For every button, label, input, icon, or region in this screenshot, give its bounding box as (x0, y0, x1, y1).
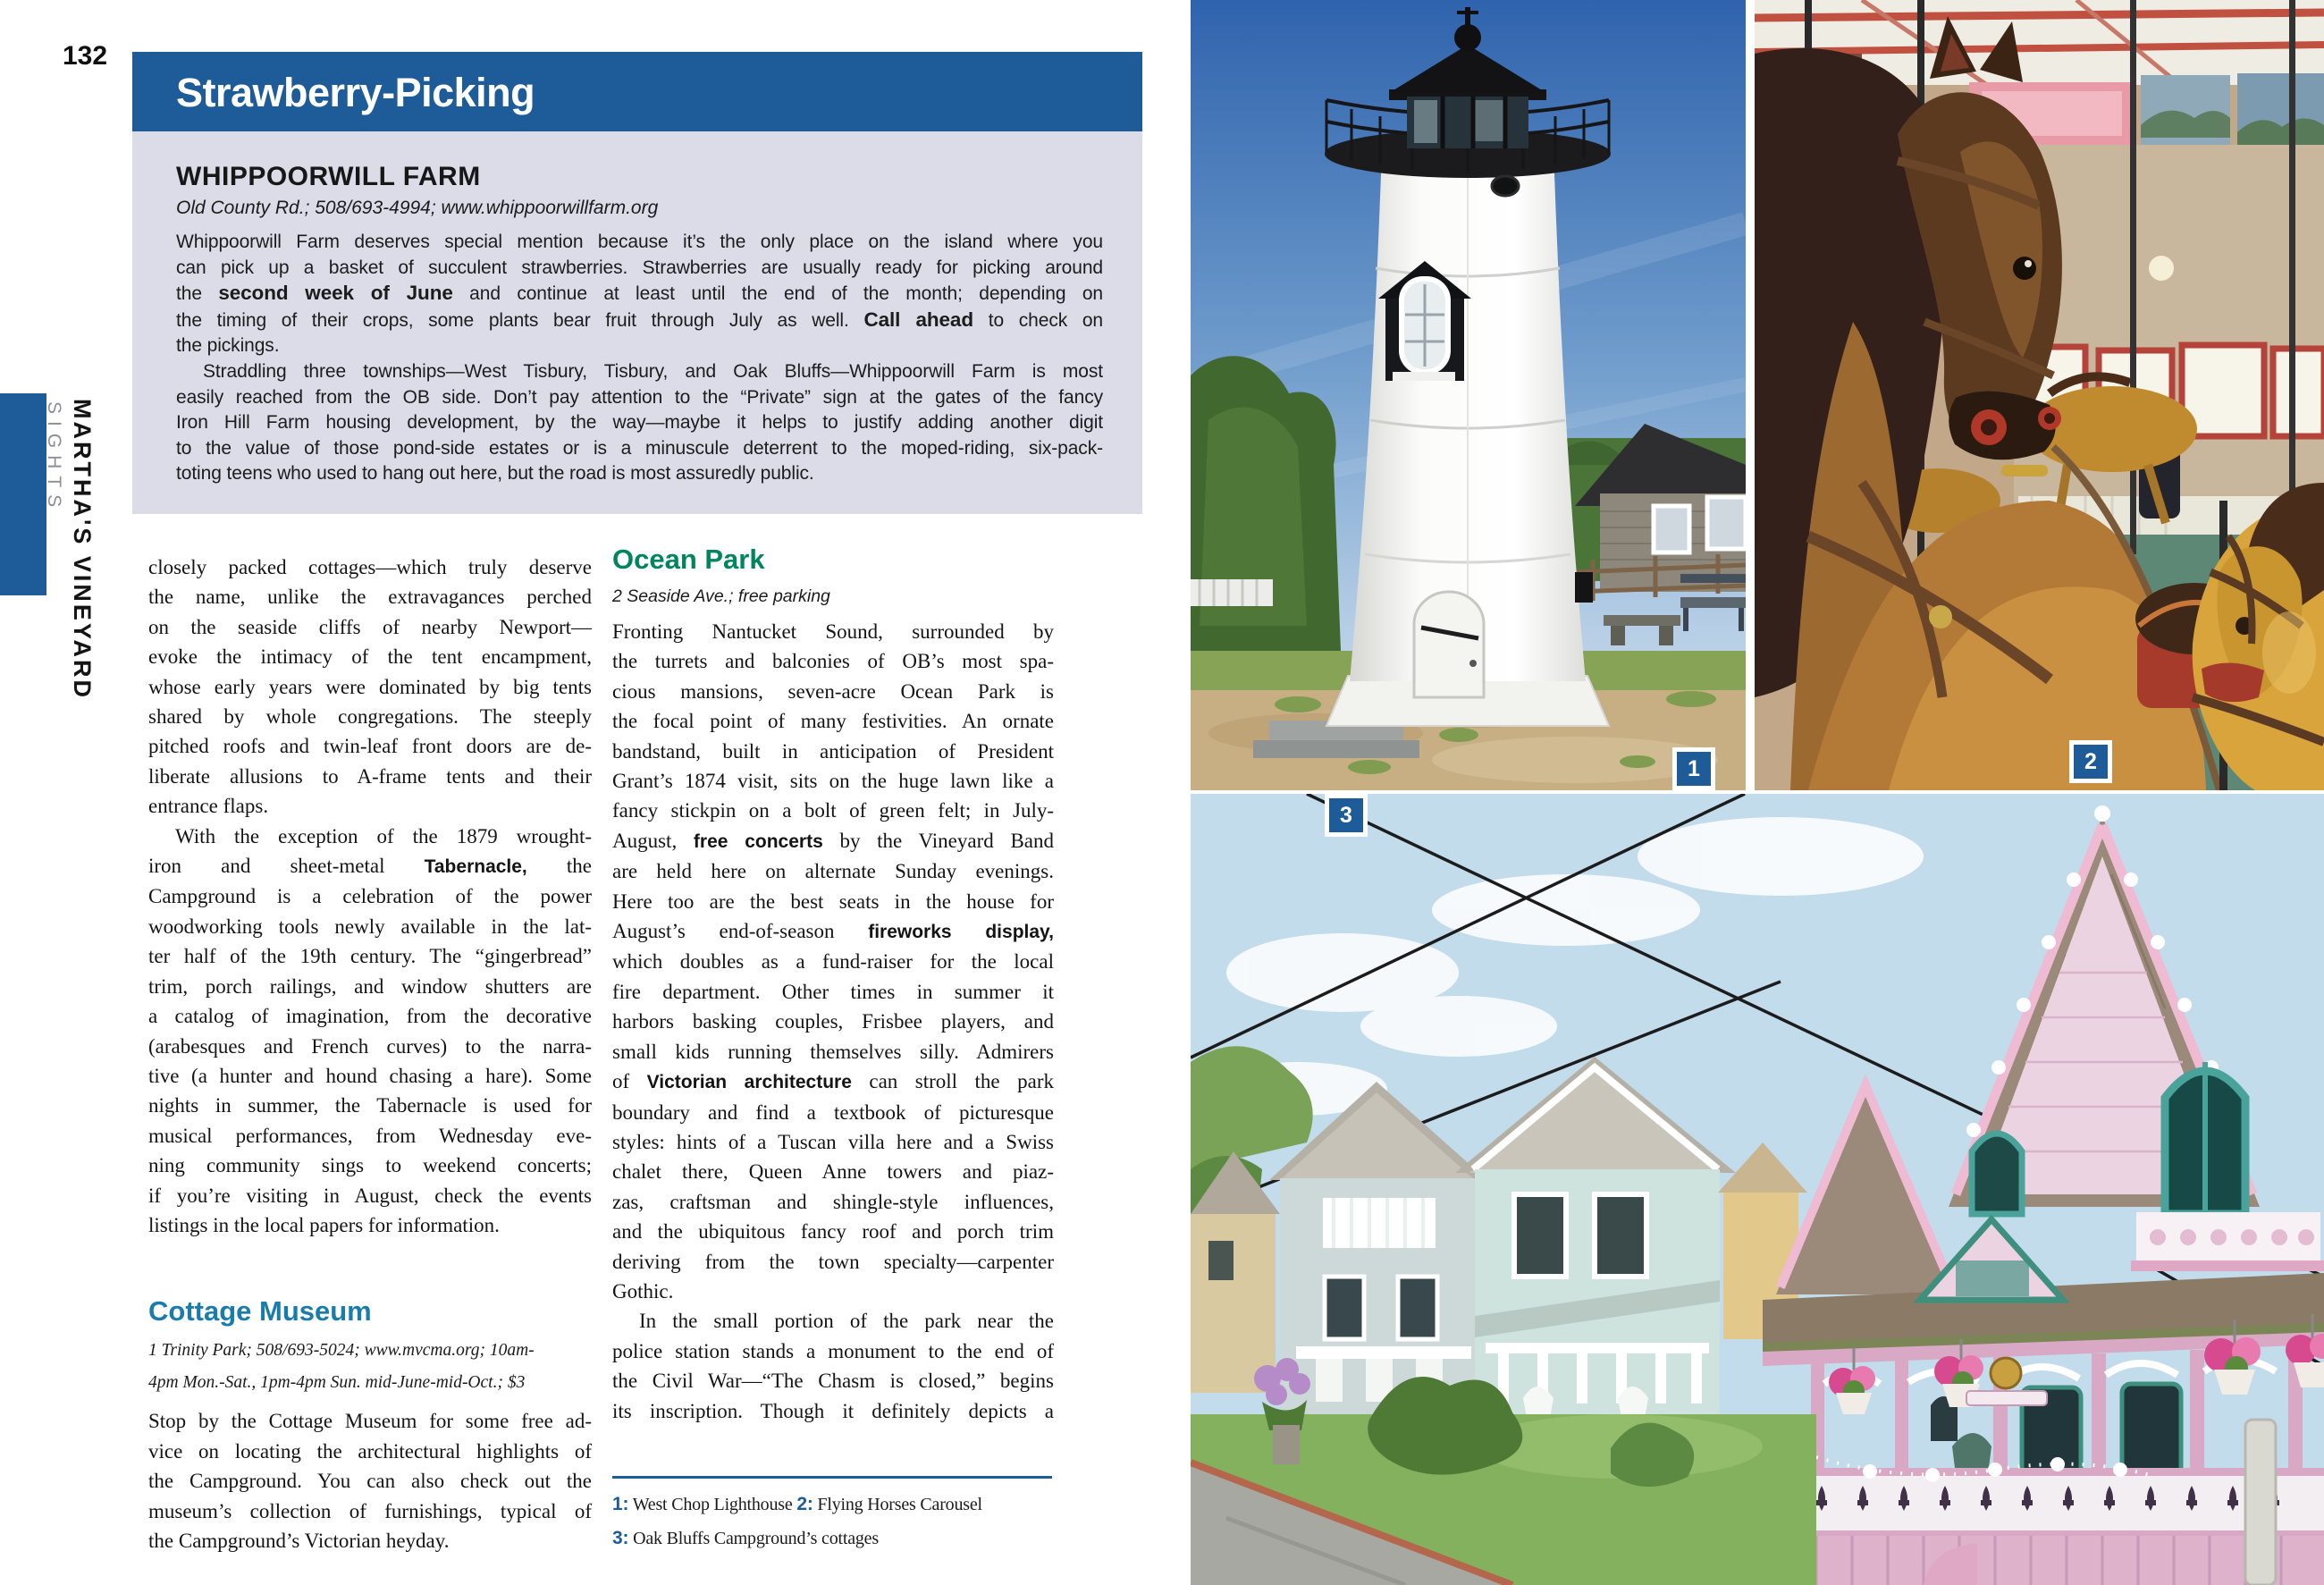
text-line: the focal point of many festivities. An ornate (612, 710, 1054, 733)
text-line: the pickings. (176, 335, 280, 357)
text-line: the Campground. You can also check out the (148, 1470, 592, 1493)
text-line: which doubles as a fund-raiser for the local (612, 950, 1054, 974)
text-line: fancy stickpin on a bolt of green felt; in July- (612, 799, 1054, 822)
text-line: small kids running themselves silly. Admirers (612, 1040, 1054, 1063)
text-line: entrance flaps. (148, 795, 269, 818)
text-line: 1: West Chop Lighthouse 2: Flying Horses Carousel (612, 1493, 982, 1514)
photo-captions (612, 1488, 1054, 1555)
ocean-park-paragraph-2 (612, 1306, 1054, 1426)
text-line: easily reached from the OB side. Don’t pay attention to the “Private” sign at the gates of the fancy (176, 386, 1103, 408)
text-line: bandstand, built in anticipation of President (612, 739, 1054, 763)
sidebar-section-label: SIGHTS (44, 401, 64, 515)
text-line: the Campground’s Victorian heyday. (148, 1529, 450, 1552)
text-line: styles: hints of a Tuscan villa here and a Swiss (612, 1130, 1054, 1153)
text-column-1 (148, 552, 592, 1555)
text-line: tive (a hunter and hound chasing a hare). Some (148, 1064, 592, 1087)
sidebar-blue-tab (0, 393, 46, 595)
caption-divider-rule (612, 1476, 1052, 1479)
text-line: Iron Hill Farm housing development, by the way—maybe it helps to justify adding another digit (176, 412, 1103, 434)
text-line: August’s end-of-season fireworks display, (612, 920, 1054, 943)
text-line: pitched roofs and twin-leaf front doors are de- (148, 735, 592, 758)
text-line: iron and sheet-metal Tabernacle, the (148, 855, 592, 878)
text-line: (arabesques and French curves) to the narra- (148, 1034, 592, 1058)
text-line: woodworking tools newly available in the lat- (148, 915, 592, 938)
text-line: closely packed cottages—which truly deserve (148, 556, 592, 578)
photo-west-chop-lighthouse (1191, 0, 1746, 790)
text-line: evoke the intimacy of the tent encampment, (148, 645, 592, 669)
text-line: trim, porch railings, and window shutters are (148, 974, 592, 998)
cottage-museum-heading: Cottage Museum (148, 1295, 372, 1328)
carousel-illustration (1755, 0, 2324, 790)
text-line: ter half of the 19th century. The “gingerbread” (148, 945, 592, 968)
photo-badge-2: 2 (2069, 740, 2112, 783)
text-line: ning community sings to weekend concerts; (148, 1154, 592, 1177)
text-line: the Civil War—“The Chasm is closed,” begins (612, 1370, 1054, 1393)
text-line: the timing of their crops, some plants bear fruit through July as well. Call ahead to check on (176, 308, 1103, 331)
text-line: cious mansions, seven-acre Ocean Park is (612, 679, 1054, 703)
ocean-park-contact: 2 Seaside Ave.; free parking (612, 586, 830, 606)
text-line: to the value of those pond-side estates or is a minuscule deterrent to the moped-riding, six-pack- (176, 437, 1103, 459)
text-line: In the small portion of the park near the (639, 1310, 1054, 1333)
text-line: Stop by the Cottage Museum for some free ad- (148, 1410, 592, 1433)
text-line: if you’re visiting in August, check the events (148, 1184, 592, 1207)
text-line: the second week of June and continue at least until the end of the month; depending on (176, 282, 1104, 305)
text-line: musical performances, from Wednesday eve- (148, 1124, 592, 1147)
text-line: chalet there, Queen Anne towers and piaz- (612, 1160, 1054, 1184)
text-line: Here too are the best seats in the house for (612, 889, 1054, 913)
lighthouse-illustration (1191, 0, 1746, 790)
feature-box-heading: WHIPPOORWILL FARM (176, 162, 481, 191)
text-column-2 (612, 544, 1054, 1555)
text-line: on the seaside cliffs of nearby Newport— (148, 615, 592, 638)
text-line: boundary and find a textbook of picturesque (612, 1100, 1054, 1124)
text-line: liberate allusions to A-frame tents and their (148, 764, 592, 788)
photo-flying-horses-carousel (1755, 0, 2324, 790)
text-line: harbors basking couples, Frisbee players, and (612, 1010, 1054, 1033)
text-line: deriving from the town specialty—carpenter (612, 1250, 1054, 1273)
text-line: With the exception of the 1879 wrought- (175, 824, 592, 847)
cottage-museum-contact (148, 1335, 592, 1399)
text-line: Campground is a celebration of the power (148, 885, 592, 908)
text-line: the name, unlike the extravagances perched (148, 586, 592, 609)
text-line: toting teens who used to hang out here, but the road is most assuredly public. (176, 463, 814, 485)
text-line: can pick up a basket of succulent strawberries. Strawberries are usually ready for picking around (176, 257, 1103, 278)
text-line: nights in summer, the Tabernacle is used for (148, 1094, 592, 1117)
text-line: 1 Trinity Park; 508/693-5024; www.mvcma.org; 10am- (148, 1341, 535, 1361)
text-line: museum’s collection of furnishings, typical of (148, 1499, 592, 1522)
text-line: fire department. Other times in summer it (612, 980, 1054, 1003)
feature-box-paragraph-1 (176, 230, 1103, 359)
text-line: the turrets and balconies of OB’s most spa- (612, 650, 1054, 673)
cottages-illustration (1191, 794, 2324, 1585)
photo-badge-3: 3 (1325, 794, 1368, 837)
text-line: are held here on alternate Sunday evenings. (612, 860, 1054, 883)
text-line: a catalog of imagination, from the decorative (148, 1005, 592, 1028)
text-line: Grant’s 1874 visit, sits on the huge lawn like a (612, 770, 1054, 793)
ocean-park-heading: Ocean Park (612, 544, 765, 575)
text-line: police station stands a monument to the end of (612, 1339, 1054, 1362)
text-line: 3: Oak Bluffs Campground’s cottages (612, 1527, 879, 1548)
page-number: 132 (63, 41, 108, 71)
ocean-park-paragraph-1 (612, 617, 1054, 1306)
text-line: listings in the local papers for information. (148, 1213, 500, 1236)
column1-paragraph-2 (148, 822, 592, 1241)
feature-box-contact: Old County Rd.; 508/693-4994; www.whippoorwillfarm.org (176, 198, 659, 218)
text-line: its inscription. Though it definitely depicts a (612, 1399, 1054, 1422)
text-line: Fronting Nantucket Sound, surrounded by (612, 620, 1054, 643)
text-line: shared by whole congregations. The steeply (148, 705, 592, 729)
text-line: August, free concerts by the Vineyard Band (612, 829, 1054, 852)
photo-oak-bluffs-cottages (1191, 794, 2324, 1585)
feature-box-title: Strawberry-Picking (176, 70, 535, 115)
sidebar-chapter-label: MARTHA'S VINEYARD (69, 399, 96, 700)
text-line: of Victorian architecture can stroll the park (612, 1070, 1054, 1093)
feature-box-paragraph-2 (176, 359, 1103, 487)
text-line: Whippoorwill Farm deserves special mention because it’s the only place on the island where you (176, 232, 1103, 252)
spacer (148, 1399, 592, 1406)
text-line: whose early years were dominated by big tents (148, 675, 592, 698)
photo-badge-1: 1 (1672, 747, 1715, 790)
feature-box-title-bar (132, 52, 1142, 131)
text-line: 4pm Mon.-Sat., 1pm-4pm Sun. mid-June-mid-Oct.; $3 (148, 1373, 526, 1393)
text-line: Gothic. (612, 1279, 674, 1303)
text-line: Straddling three townships—West Tisbury, Tisbury, and Oak Bluffs—Whippoorwill Farm is most (203, 360, 1103, 382)
column1-paragraph-1 (148, 552, 592, 822)
feature-box (132, 131, 1142, 514)
text-line: vice on locating the architectural highlights of (148, 1439, 592, 1463)
text-line: zas, craftsman and shingle-style influences, (612, 1190, 1054, 1213)
text-line: and the ubiquitous fancy roof and porch trim (612, 1220, 1054, 1244)
cottage-museum-body (148, 1406, 592, 1555)
